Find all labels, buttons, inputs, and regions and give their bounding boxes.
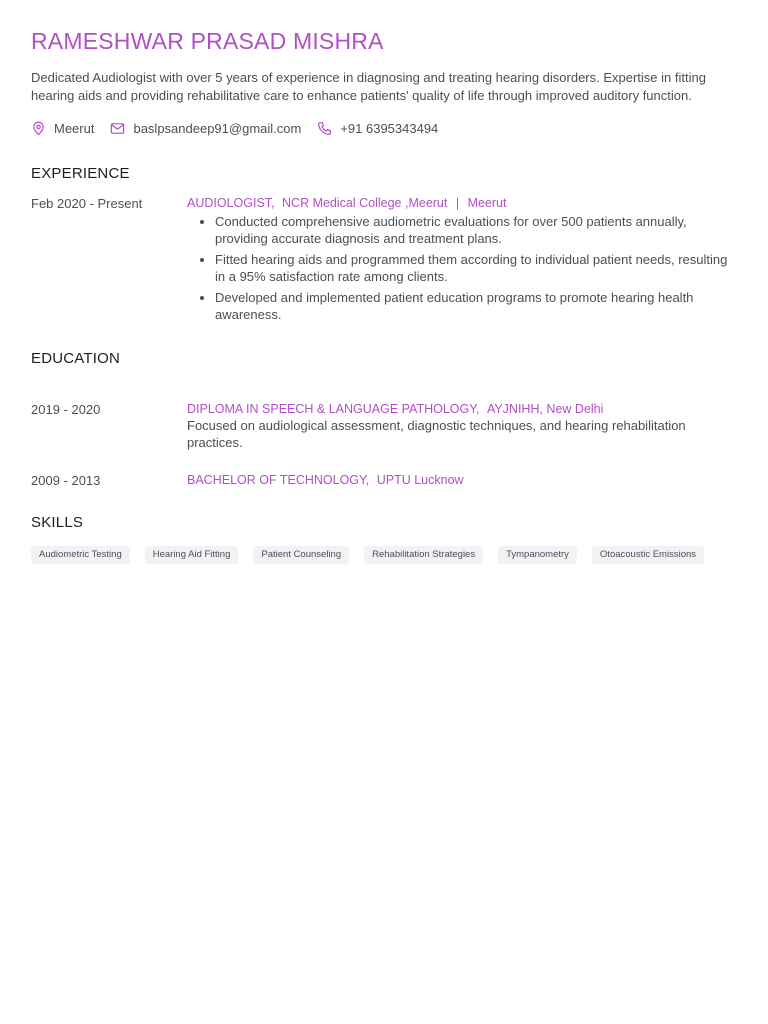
location-pin-icon bbox=[31, 121, 46, 136]
education-degree-line bbox=[187, 402, 737, 416]
role-separator: | bbox=[455, 196, 460, 210]
list-item: • Fitted hearing aids and programmed them according to individual patient needs, resulting in a 95% satisfaction rate among clients. bbox=[215, 251, 737, 285]
candidate-name: RAMESHWAR PRASAD MISHRA bbox=[31, 28, 384, 54]
job-location: Meerut bbox=[467, 196, 507, 210]
skills-heading: SKILLS bbox=[31, 514, 84, 531]
location-text: Meerut bbox=[54, 120, 95, 136]
education-description: Focused on audiological assessment, diagnostic techniques, and hearing rehabilitation practices. bbox=[187, 418, 686, 450]
list-item: • Developed and implemented patient education programs to promote hearing health awareness. bbox=[215, 289, 737, 323]
education-dates: 2019 - 2020 bbox=[31, 402, 101, 417]
contact-row bbox=[31, 119, 454, 137]
skill-chip: Patient Counseling bbox=[253, 546, 349, 564]
degree-title: BACHELOR OF TECHNOLOGY, bbox=[187, 473, 370, 487]
institution: UPTU Lucknow bbox=[376, 473, 464, 487]
email-link[interactable]: baslpsandeep91@gmail.com bbox=[133, 120, 302, 136]
contact-phone[interactable] bbox=[317, 121, 438, 136]
education-heading: EDUCATION bbox=[31, 350, 121, 367]
skill-chip: Rehabilitation Strategies bbox=[364, 546, 483, 564]
experience-dates: Feb 2020 - Present bbox=[31, 196, 143, 211]
experience-bullets bbox=[187, 213, 737, 323]
skill-chip: Hearing Aid Fitting bbox=[145, 546, 239, 564]
phone-link[interactable]: +91 6395343494 bbox=[340, 120, 439, 136]
experience-entry bbox=[187, 196, 737, 327]
skills-list bbox=[31, 546, 719, 564]
skill-chip: Audiometric Testing bbox=[31, 546, 130, 564]
experience-role-line bbox=[187, 196, 737, 210]
skill-chip: Otoacoustic Emissions bbox=[592, 546, 704, 564]
experience-heading: EXPERIENCE bbox=[31, 165, 130, 182]
profile-summary: Dedicated Audiologist with over 5 years of experience in diagnosing and treating hearing disorders. Expertise in fitting hearing aids and providing rehabilitative care to enhance patients' quality of life through improved auditory function. bbox=[31, 70, 706, 103]
education-dates: 2009 - 2013 bbox=[31, 473, 101, 488]
employer: NCR Medical College ,Meerut bbox=[282, 196, 448, 210]
contact-email[interactable] bbox=[110, 121, 301, 136]
degree-title: DIPLOMA IN SPEECH & LANGUAGE PATHOLOGY, bbox=[187, 402, 480, 416]
phone-icon bbox=[317, 121, 332, 136]
job-title: AUDIOLOGIST, bbox=[187, 196, 275, 210]
education-degree-line bbox=[187, 473, 737, 487]
institution: AYJNIHH, New Delhi bbox=[486, 402, 604, 416]
contact-location bbox=[31, 121, 94, 136]
list-item: • Conducted comprehensive audiometric evaluations for over 500 patients annually, providing accurate diagnosis and treatment plans. bbox=[215, 213, 737, 247]
skill-chip: Tympanometry bbox=[498, 546, 577, 564]
education-entry bbox=[187, 473, 737, 487]
education-entry bbox=[187, 402, 737, 451]
mail-icon bbox=[110, 121, 125, 136]
